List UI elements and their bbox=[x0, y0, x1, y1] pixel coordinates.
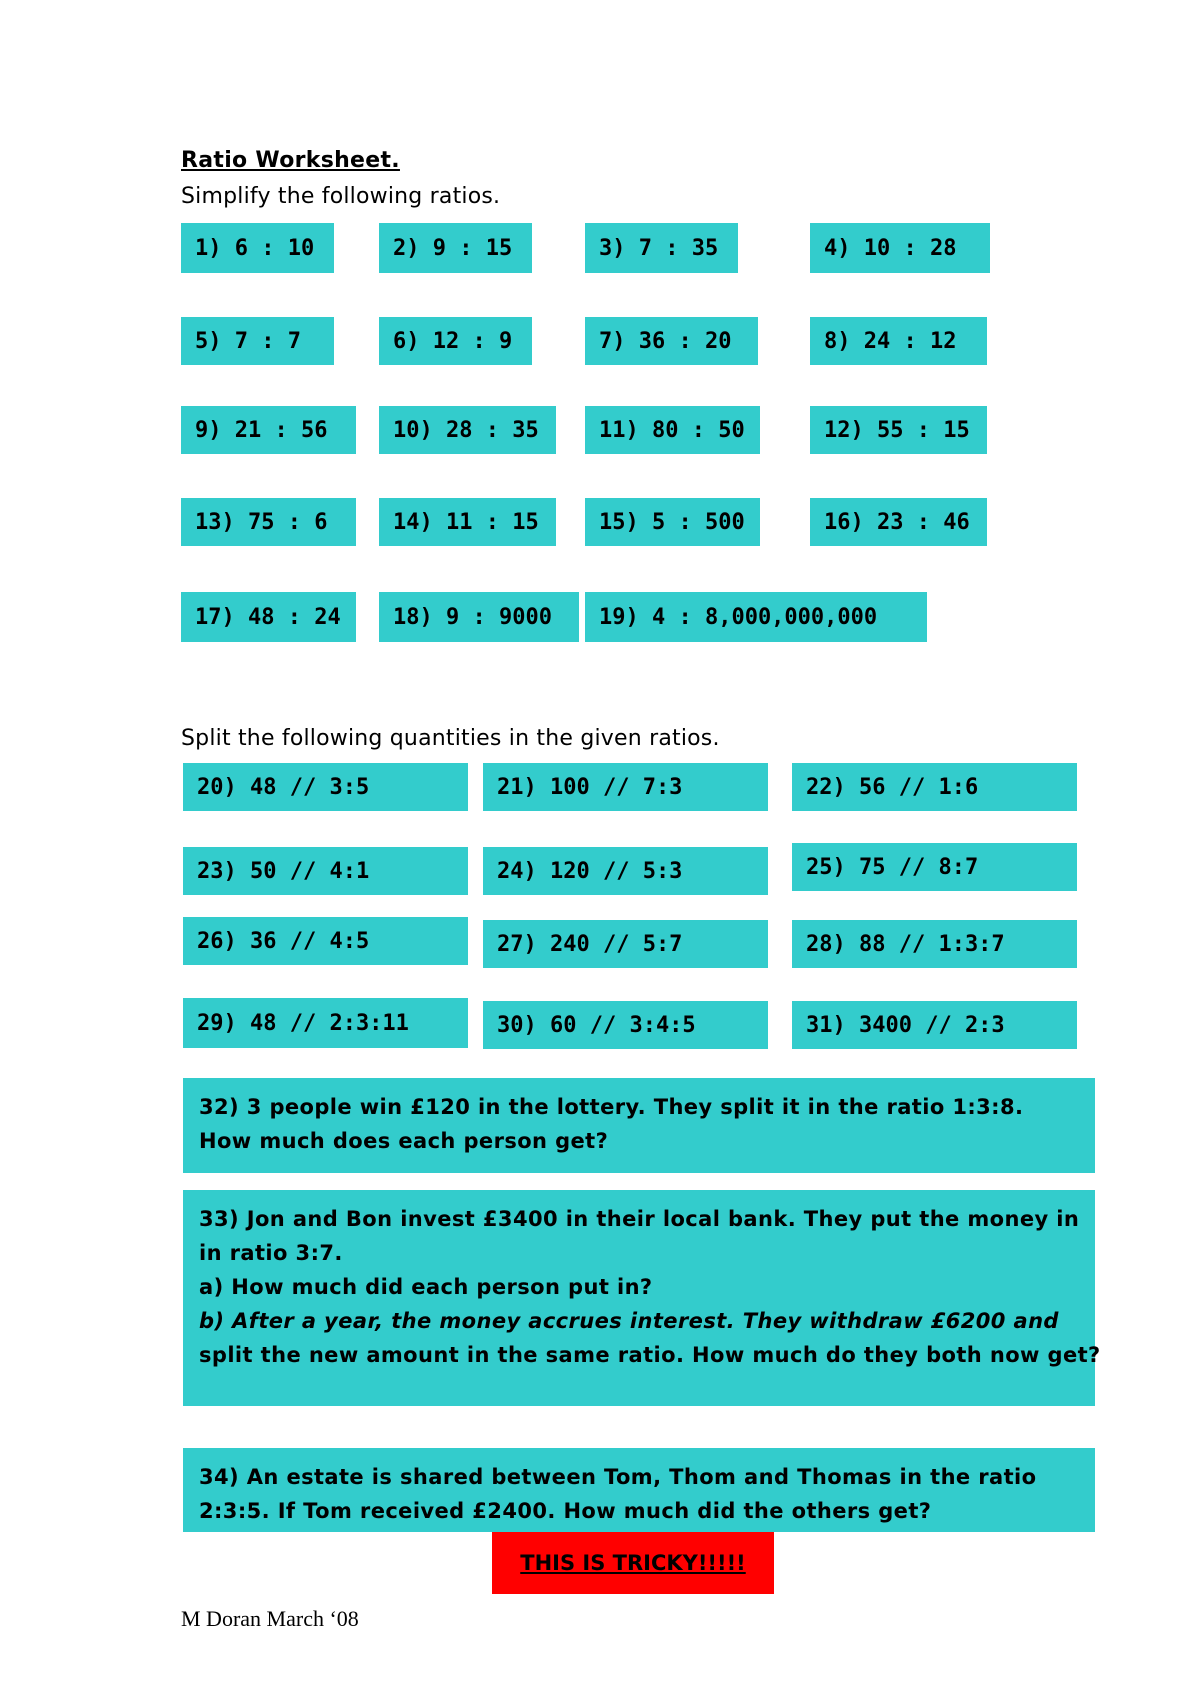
question-box: 4) 10 : 28 bbox=[810, 223, 990, 273]
word-problem-34 bbox=[183, 1448, 1095, 1532]
question-box: 15) 5 : 500 bbox=[585, 498, 760, 546]
question-box: 7) 36 : 20 bbox=[585, 317, 758, 365]
problem-line: How much does each person get? bbox=[199, 1129, 609, 1153]
question-box: 26) 36 // 4:5 bbox=[183, 917, 468, 965]
question-box: 17) 48 : 24 bbox=[181, 592, 356, 642]
question-box: 3) 7 : 35 bbox=[585, 223, 738, 273]
simplify-instruction: Simplify the following ratios. bbox=[181, 184, 501, 209]
question-box: 21) 100 // 7:3 bbox=[483, 763, 768, 811]
problem-line: a) How much did each person put in? bbox=[199, 1275, 653, 1299]
question-box: 6) 12 : 9 bbox=[379, 317, 532, 365]
question-box: 5) 7 : 7 bbox=[181, 317, 334, 365]
tricky-warning-badge: THIS IS TRICKY!!!!! bbox=[492, 1532, 774, 1594]
question-box: 31) 3400 // 2:3 bbox=[792, 1001, 1077, 1049]
question-box: 13) 75 : 6 bbox=[181, 498, 356, 546]
problem-line: 34) An estate is shared between Tom, Thom and Thomas in the ratio bbox=[199, 1465, 1037, 1489]
split-instruction: Split the following quantities in the given ratios. bbox=[181, 726, 720, 751]
question-box: 2) 9 : 15 bbox=[379, 223, 532, 273]
word-problem-33 bbox=[183, 1190, 1101, 1406]
author-footer: M Doran March ‘08 bbox=[181, 1606, 359, 1631]
question-box: 24) 120 // 5:3 bbox=[483, 847, 768, 895]
question-box: 14) 11 : 15 bbox=[379, 498, 556, 546]
question-box: 16) 23 : 46 bbox=[810, 498, 987, 546]
question-box: 28) 88 // 1:3:7 bbox=[792, 920, 1077, 968]
question-box: 25) 75 // 8:7 bbox=[792, 843, 1077, 891]
problem-line: 33) Jon and Bon invest £3400 in their local bank. They put the money in bbox=[199, 1207, 1080, 1231]
problem-line: 2:3:5. If Tom received £2400. How much did the others get? bbox=[199, 1499, 932, 1523]
question-box: 19) 4 : 8,000,000,000 bbox=[585, 592, 927, 642]
problem-line: split the new amount in the same ratio. How much do they both now get? bbox=[199, 1343, 1101, 1367]
question-box: 30) 60 // 3:4:5 bbox=[483, 1001, 768, 1049]
question-box: 27) 240 // 5:7 bbox=[483, 920, 768, 968]
question-box: 18) 9 : 9000 bbox=[379, 592, 579, 642]
question-box: 12) 55 : 15 bbox=[810, 406, 987, 454]
question-box: 1) 6 : 10 bbox=[181, 223, 334, 273]
question-box: 20) 48 // 3:5 bbox=[183, 763, 468, 811]
question-box: 22) 56 // 1:6 bbox=[792, 763, 1077, 811]
question-box: 8) 24 : 12 bbox=[810, 317, 987, 365]
question-box: 23) 50 // 4:1 bbox=[183, 847, 468, 895]
question-box: 29) 48 // 2:3:11 bbox=[183, 998, 468, 1048]
problem-line: 32) 3 people win £120 in the lottery. They split it in the ratio 1:3:8. bbox=[199, 1095, 1024, 1119]
question-box: 11) 80 : 50 bbox=[585, 406, 760, 454]
worksheet-title: Ratio Worksheet. bbox=[181, 148, 400, 173]
problem-line: in ratio 3:7. bbox=[199, 1241, 343, 1265]
problem-line: b) After a year, the money accrues interest. They withdraw £6200 and bbox=[199, 1309, 1059, 1333]
question-box: 10) 28 : 35 bbox=[379, 406, 556, 454]
question-box: 9) 21 : 56 bbox=[181, 406, 356, 454]
word-problem-32 bbox=[183, 1078, 1095, 1173]
